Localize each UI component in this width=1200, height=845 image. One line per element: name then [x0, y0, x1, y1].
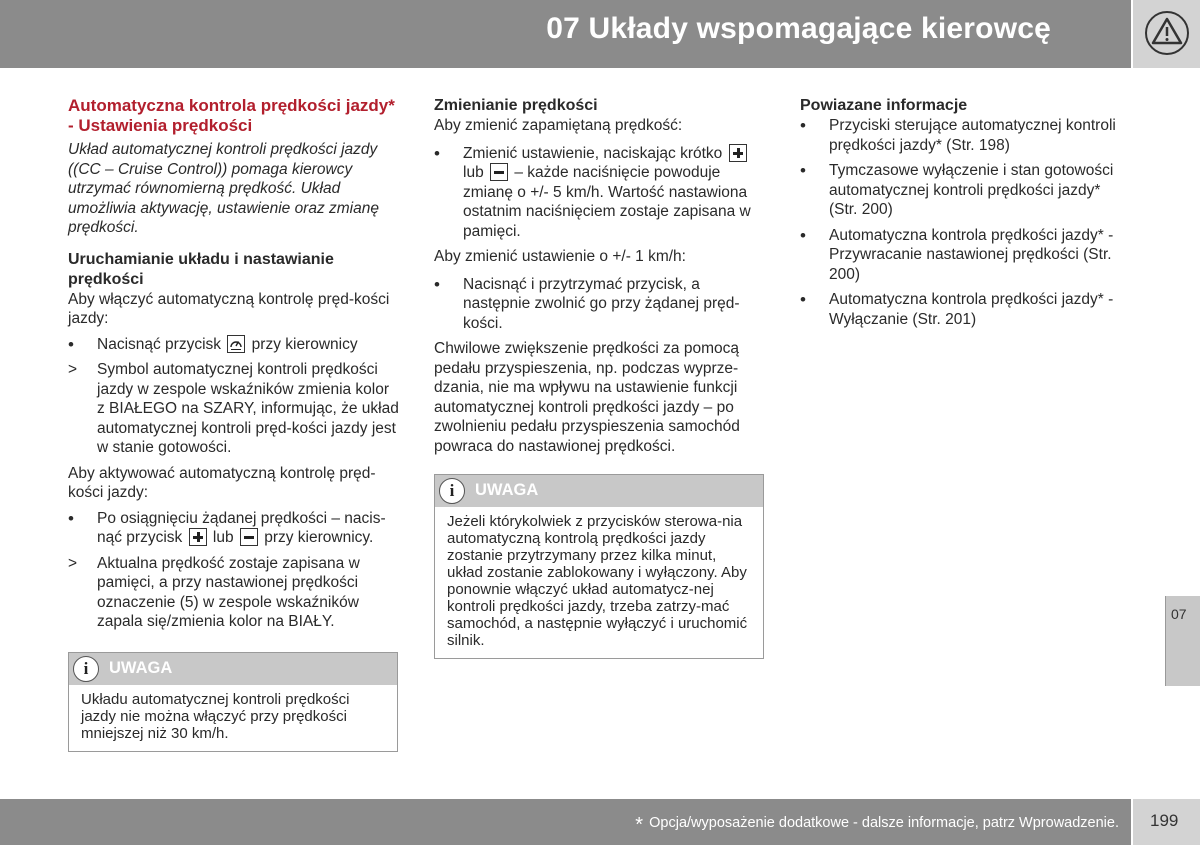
bullet-marker: • [68, 508, 74, 528]
note-header [69, 653, 397, 685]
arrow-marker: > [68, 361, 78, 378]
section-heading: Automatyczna kontrola prędkości jazdy* - Ustawienia prędkości [68, 96, 395, 135]
warning-triangle-icon [1143, 10, 1191, 56]
minus-button-icon [240, 528, 258, 546]
warning-icon-box [1131, 0, 1200, 68]
bullet-marker: • [800, 116, 806, 135]
asterisk: * [635, 814, 644, 836]
bullet-marker: • [68, 334, 74, 354]
note-text: Układu automatycznej kontroli prędkości jazdy nie można włączyć przy prędkości mniejszej niż 30 km/h. [81, 690, 350, 742]
step-list [68, 509, 400, 632]
section-heading: Zmienianie prędkości [434, 97, 598, 114]
related-link-text: Automatyczna kontrola prędkości jazdy* - Przywracanie nastawionej prędkości (Str. 200) [829, 226, 1114, 283]
page-number: 199 [1150, 811, 1179, 830]
list-item-text: Symbol automatycznej kontroli prędkości jazdy w zespole wskaźników zmienia kolor z BIAŁEGO na SZARY, informując, że układ automatycznej kontroli pręd-kości jazdy jest w stanie gotowości. [97, 361, 399, 456]
list-item-text: Po osiągnięciu żądanej prędkości – nacis-nąć przycisk [97, 509, 386, 546]
step-list [68, 335, 400, 458]
chapter-tab-label: 07 [1171, 606, 1187, 622]
related-link-text: Automatyczna kontrola prędkości jazdy* - Wyłączanie (Str. 201) [829, 291, 1114, 328]
bullet-marker: • [800, 225, 806, 245]
note-box [434, 474, 764, 659]
footer-note [635, 814, 1119, 837]
paragraph: Aby zmienić ustawienie o +/- 1 km/h: [434, 248, 686, 265]
paragraph: Chwilowe zwiększenie prędkości za pomocą pedału przyspieszenia, np. podczas wyprze-dzania, nie ma wpływu na ustawienie funkcji automatycznej kontroli prędkości jazdy – po zwolnieniu pedału przyspieszenia samochód powraca do nastawionej prędkości. [434, 340, 740, 455]
related-link[interactable] [800, 226, 1132, 285]
list-item [68, 335, 400, 355]
plus-button-icon [189, 528, 207, 546]
minus-button-icon [490, 163, 508, 181]
related-link[interactable] [800, 290, 1132, 329]
step-list [434, 275, 766, 334]
list-item [68, 554, 400, 632]
intro-text: Układ automatycznej kontroli prędkości jazdy ((CC – Cruise Control)) pomaga kierowcy utrzymać równomierną prędkość. Układ umożliwia aktywację, ustawienie oraz zmianę prędkości. [68, 141, 379, 236]
list-item-text: lub [212, 529, 234, 546]
list-item-text: – każde naciśnięcie powoduje zmianę o +/- 5 km/h. Wartość nastawiona ostatnim naciśnięciem zostaje zapisana w pamięci. [463, 164, 751, 240]
related-link[interactable] [800, 161, 1132, 220]
chapter-title: 07 Układy wspomagające kierowcę [546, 12, 1051, 45]
bullet-marker: • [800, 290, 806, 309]
note-title: UWAGA [109, 658, 173, 677]
column-middle [434, 96, 766, 659]
paragraph: Aby zmienić zapamiętaną prędkość: [434, 117, 683, 134]
bullet-marker: • [800, 161, 806, 180]
list-item-text: Nacisnąć i przytrzymać przycisk, a następnie zwolnić go przy żądanej pręd-kości. [463, 275, 740, 332]
list-item [68, 509, 400, 548]
section-heading: Powiazane informacje [800, 97, 968, 114]
list-item-text: przy kierownicy [251, 335, 358, 353]
info-icon: i [439, 478, 465, 504]
list-item-text: Aktualna prędkość zostaje zapisana w pamięci, a przy nastawionej prędkości oznaczenie (5) w zespole wskaźników zapala się/zmienia kolor na BIAŁY. [97, 554, 360, 630]
bullet-marker: • [434, 143, 440, 163]
footer-bar [0, 799, 1131, 845]
column-right [800, 96, 1132, 335]
list-item-text: przy kierownicy. [264, 529, 374, 546]
bullet-marker: • [434, 274, 440, 294]
list-item [434, 144, 766, 242]
page-number-box [1131, 799, 1200, 845]
column-left [68, 96, 400, 752]
cruise-control-icon [227, 335, 245, 353]
chapter-tab[interactable] [1165, 596, 1200, 686]
list-item-text: lub [463, 164, 484, 181]
plus-button-icon [729, 144, 747, 162]
list-item-text: Nacisnąć przycisk [97, 335, 222, 353]
list-item-text: Zmienić ustawienie, naciskając krótko [463, 144, 723, 162]
note-text: Jeżeli którykolwiek z przycisków sterowa-nia automatyczną kontrolą prędkości jazdy zostanie przytrzymany przez kilka minut, układ zostanie zablokowany i wyłączony. Aby ponownie włączyć układ automatycz-nej kontroli prędkości jazdy, trzeba zatrzy-mać samochód, a następnie wyłączyć i uruchomić silnik. [447, 513, 748, 649]
paragraph: Aby aktywować automatyczną kontrolę pręd-kości jazdy: [68, 464, 376, 501]
list-item [68, 360, 400, 458]
info-icon: i [73, 656, 99, 682]
paragraph: Aby włączyć automatyczną kontrolę pręd-kości jazdy: [68, 290, 390, 327]
note-box [68, 652, 398, 752]
note-title: UWAGA [475, 481, 539, 499]
related-link[interactable] [800, 116, 1132, 155]
header-bar [0, 0, 1131, 68]
related-link-text: Tymczasowe wyłączenie i stan gotowości automatycznej kontroli prędkości jazdy* (Str. 200) [829, 162, 1114, 218]
related-link-text: Przyciski sterujące automatycznej kontroli prędkości jazdy* (Str. 198) [829, 117, 1116, 154]
step-list [434, 144, 766, 242]
footer-note-text: Opcja/wyposażenie dodatkowe - dalsze informacje, patrz Wprowadzenie. [649, 815, 1119, 831]
related-list [800, 116, 1132, 329]
list-item [434, 275, 766, 334]
arrow-marker: > [68, 554, 78, 572]
sub-heading: Uruchamianie układu i nastawianie prędkości [68, 250, 334, 288]
note-header [435, 475, 763, 507]
